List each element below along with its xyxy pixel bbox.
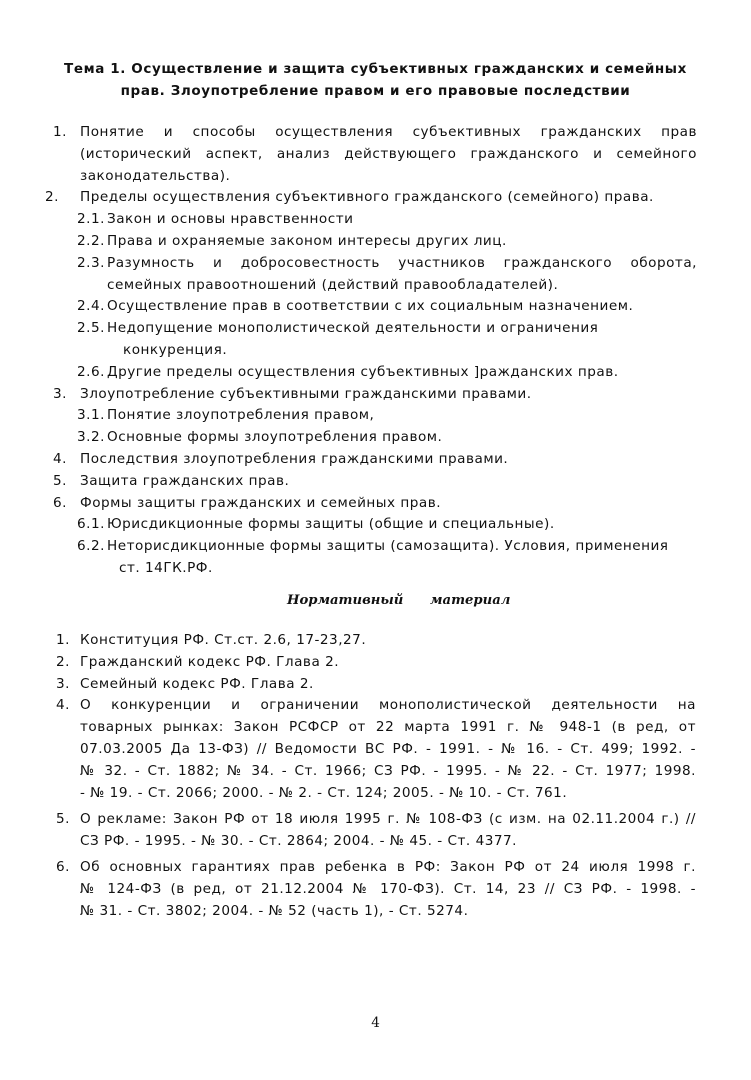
reference-number: 1. xyxy=(56,632,70,648)
reference-text: товарных рынках: Закон РСФСР от 22 марта 1991 г. № 948-1 (в ред, от xyxy=(80,719,696,736)
section-heading-word: материал xyxy=(430,593,511,608)
outline-number: 6.2. xyxy=(77,538,105,555)
reference-text: Об основных гарантиях прав ребенка в РФ: Закон РФ от 24 июля 1998 г. xyxy=(80,859,696,876)
outline-text: Формы защиты гражданских и семейных прав. xyxy=(80,494,442,511)
outline-text: Осуществление прав в соответствии с их социальным назначением. xyxy=(107,298,634,315)
reference-text: О рекламе: Закон РФ от 18 июля 1995 г. № 108-ФЗ (с изм. на 02.11.2004 г.) // xyxy=(80,811,696,828)
reference-item xyxy=(0,630,751,652)
outline-subitem xyxy=(0,296,751,318)
reference-item xyxy=(0,652,751,674)
outline-text: законодательства). xyxy=(80,167,231,184)
topic-title xyxy=(40,58,711,102)
outline-text: Разумность и добросовестность участников гражданского оборота, xyxy=(107,254,697,271)
outline-text: Закон и основы нравственности xyxy=(107,211,354,228)
outline-item xyxy=(0,449,751,471)
outline-text: Другие пределы осуществления субъективных ]ражданских прав. xyxy=(107,363,619,380)
outline-subitem xyxy=(0,209,751,231)
reference-text: № 124-ФЗ (в ред, от 21.12.2004 № 170-ФЗ). Ст. 14, 23 // СЗ РФ. - 1998. - xyxy=(80,881,696,898)
outline-item xyxy=(0,384,751,406)
outline-item xyxy=(0,493,751,515)
outline-subitem xyxy=(0,253,751,297)
outline-number: 2. xyxy=(45,189,59,206)
outline-number: 2.2. xyxy=(77,232,105,249)
outline-number: 6. xyxy=(53,494,67,511)
reference-text: Конституция РФ. Ст.ст. 2.6, 17-23,27. xyxy=(80,632,367,648)
reference-item xyxy=(0,809,751,857)
outline-text: ст. 14ГК.РФ. xyxy=(119,559,213,576)
reference-number: 3. xyxy=(56,675,70,692)
outline-subitem xyxy=(0,405,751,427)
reference-number: 4. xyxy=(56,697,70,714)
outline-item xyxy=(0,471,751,493)
outline-subitem xyxy=(0,536,751,580)
topic-outline xyxy=(0,122,751,580)
outline-subitem xyxy=(0,427,751,449)
references-list xyxy=(0,630,751,923)
section-heading-word: Нормативный xyxy=(287,593,404,608)
reference-text: Семейный кодекс РФ. Глава 2. xyxy=(80,675,314,692)
reference-item xyxy=(0,857,751,923)
outline-subitem xyxy=(0,362,751,384)
outline-text: Основные формы злоупотребления правом. xyxy=(107,429,443,446)
reference-number: 2. xyxy=(56,653,70,670)
outline-text: конкуренция. xyxy=(123,341,228,358)
outline-item xyxy=(0,122,751,187)
outline-text: Права и охраняемые законом интересы других лиц. xyxy=(107,232,507,249)
outline-text: Юрисдикционные формы защиты (общие и специальные). xyxy=(107,516,555,533)
outline-text: Злоупотребление субъективными гражданскими правами. xyxy=(80,385,532,402)
outline-number: 2.4. xyxy=(77,298,105,315)
outline-subitem xyxy=(0,318,751,362)
reference-text: О конкуренции и ограничении монополистической деятельности на xyxy=(80,697,696,714)
outline-number: 5. xyxy=(53,472,67,489)
outline-number: 2.1. xyxy=(77,211,105,228)
outline-text: Пределы осуществления субъективного гражданского (семейного) права. xyxy=(80,189,654,206)
outline-text: семейных правоотношений (действий правообладателей). xyxy=(107,276,559,293)
outline-number: 1. xyxy=(53,124,67,140)
outline-text: Понятие злоупотребления правом, xyxy=(107,407,375,424)
reference-text: № 32. - Ст. 1882; № 34. - Ст. 1966; СЗ РФ. - 1995. - № 22. - Ст. 1977; 1998. xyxy=(80,762,696,779)
outline-number: 3.1. xyxy=(77,407,105,424)
reference-text: - № 19. - Ст. 2066; 2000. - № 2. - Ст. 124; 2005. - № 10. - Ст. 761. xyxy=(80,784,568,801)
outline-number: 3. xyxy=(53,385,67,402)
reference-text: 07.03.2005 Да 13-ФЗ) // Ведомости ВС РФ. - 1991. - № 16. - Ст. 499; 1992. - xyxy=(80,740,696,757)
outline-number: 4. xyxy=(53,450,67,467)
reference-text: СЗ РФ. - 1995. - № 30. - Ст. 2864; 2004. - № 45. - Ст. 4377. xyxy=(80,833,517,850)
outline-text: (исторический аспект, анализ действующего гражданского и семейного xyxy=(80,145,697,162)
outline-text: Неторисдикционные формы защиты (самозащита). Условия, применения xyxy=(107,538,669,555)
reference-text: Гражданский кодекс РФ. Глава 2. xyxy=(80,653,340,670)
reference-number: 5. xyxy=(56,811,70,828)
reference-item xyxy=(0,695,751,809)
reference-item xyxy=(0,674,751,696)
outline-number: 3.2. xyxy=(77,429,105,446)
outline-number: 6.1. xyxy=(77,516,105,533)
outline-number: 2.3. xyxy=(77,254,105,271)
outline-text: Последствия злоупотребления гражданскими правами. xyxy=(80,450,509,467)
reference-number: 6. xyxy=(56,859,70,876)
outline-item xyxy=(0,187,751,209)
outline-number: 2.6. xyxy=(77,363,105,380)
outline-subitem xyxy=(0,231,751,253)
outline-subitem xyxy=(0,514,751,536)
outline-text: Защита гражданских прав. xyxy=(80,472,290,489)
outline-text: Понятие и способы осуществления субъективных гражданских прав xyxy=(80,124,697,140)
topic-title-line: прав. Злоупотребление правом и его правовые последствии xyxy=(120,83,631,99)
outline-text: Недопущение монополистической деятельности и ограничения xyxy=(107,320,599,337)
page-number: 4 xyxy=(371,1015,380,1031)
reference-text: № 31. - Ст. 3802; 2004. - № 52 (часть 1), - Ст. 5274. xyxy=(80,902,469,919)
topic-title-line: Тема 1. Осуществление и защита субъективных гражданских и семейных xyxy=(64,61,687,77)
outline-number: 2.5. xyxy=(77,320,105,337)
